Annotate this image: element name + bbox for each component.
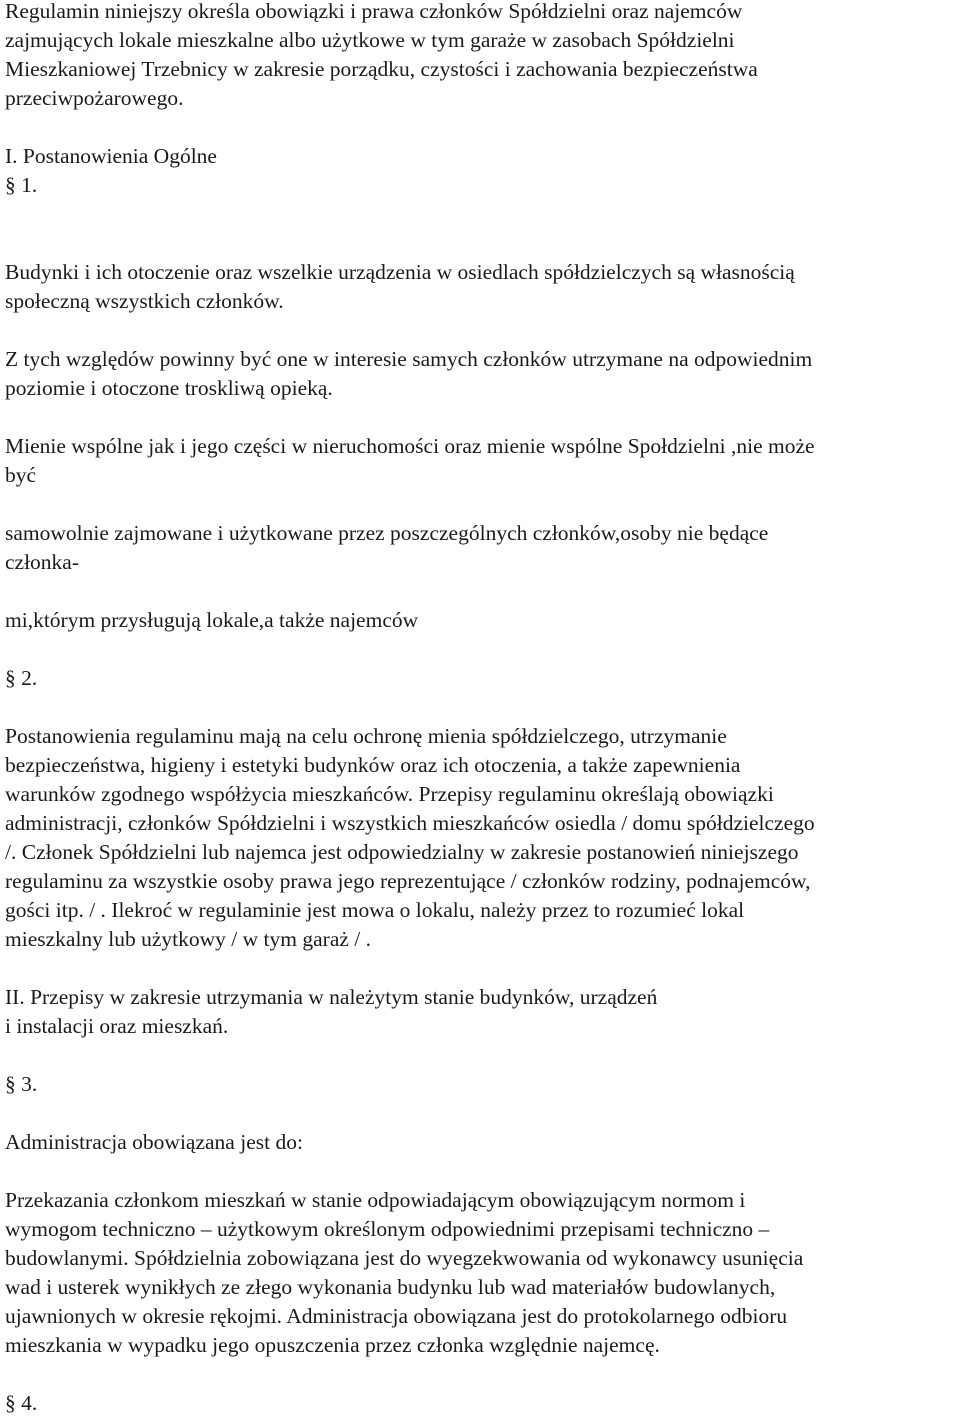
paragraph: Mienie wspólne jak i jego części w nieruchomości oraz mienie wspólne Społdzielni ,nie może być <box>5 434 815 487</box>
section-number: § 2. <box>5 666 38 690</box>
chapter-heading: II. Przepisy w zakresie utrzymania w należytym stanie budynków, urządzeń i instalacji oraz mieszkań. <box>5 985 658 1038</box>
section-number: § 4. <box>5 1391 38 1415</box>
paragraph: samowolnie zajmowane i użytkowane przez poszczególnych członków,osoby nie będące członka- <box>5 521 769 574</box>
paragraph: Przekazania członkom mieszkań w stanie odpowiadającym obowiązującym normom i wymogom techniczno – użytkowym określonym odpowiednimi przepisami techniczno – budowlanymi. Spółdzielnia zobowiązana jest do wyegzekwowania od wykonawcy usunięcia wad i usterek wynikłych ze złego wykonania budynku lub wad materiałów budowlanych, ujawnionych w okresie rękojmi. Administracja obowiązana jest do protokolarnego odbioru mieszkania w wypadku jego opuszczenia przez członka względnie najemcę. <box>5 1188 804 1357</box>
intro-paragraph: Regulamin niniejszy określa obowiązki i prawa członków Spółdzielni oraz najemców zajmujących lokale mieszkalne albo użytkowe w tym garaże w zasobach Spółdzielni Mieszkaniowej Trzebnicy w zakresie porządku, czystości i zachowania bezpieczeństwa przeciwpożarowego. <box>5 0 758 110</box>
paragraph: Administracja obowiązana jest do: <box>5 1130 303 1154</box>
chapter-heading: I. Postanowienia Ogólne <box>5 144 217 168</box>
paragraph: mi,którym przysługują lokale,a także najemców <box>5 608 419 632</box>
paragraph: Budynki i ich otoczenie oraz wszelkie urządzenia w osiedlach spółdzielczych są własnością społeczną wszystkich członków. <box>5 260 795 313</box>
paragraph: Postanowienia regulaminu mają na celu ochronę mienia spółdzielczego, utrzymanie bezpieczeństwa, higieny i estetyki budynków oraz ich otoczenia, a także zapewnienia warunków zgodnego współżycia mieszkańców. Przepisy regulaminu określają obowiązki administracji, członków Spółdzielni i wszystkich mieszkańców osiedla / domu spółdzielczego /. Członek Spółdzielni lub najemca jest odpowiedzialny w zakresie postanowień niniejszego regulaminu za wszystkie osoby prawa jego reprezentujące / członków rodziny, podnajemców, gości itp. / . Ilekroć w regulaminie jest mowa o lokalu, należy przez to rozumieć lokal mieszkalny lub użytkowy / w tym garaż / . <box>5 724 815 951</box>
section-number: § 1. <box>5 173 38 197</box>
section-number: § 3. <box>5 1072 38 1096</box>
paragraph: Z tych względów powinny być one w interesie samych członków utrzymane na odpowiednim poziomie i otoczone troskliwą opieką. <box>5 347 813 400</box>
